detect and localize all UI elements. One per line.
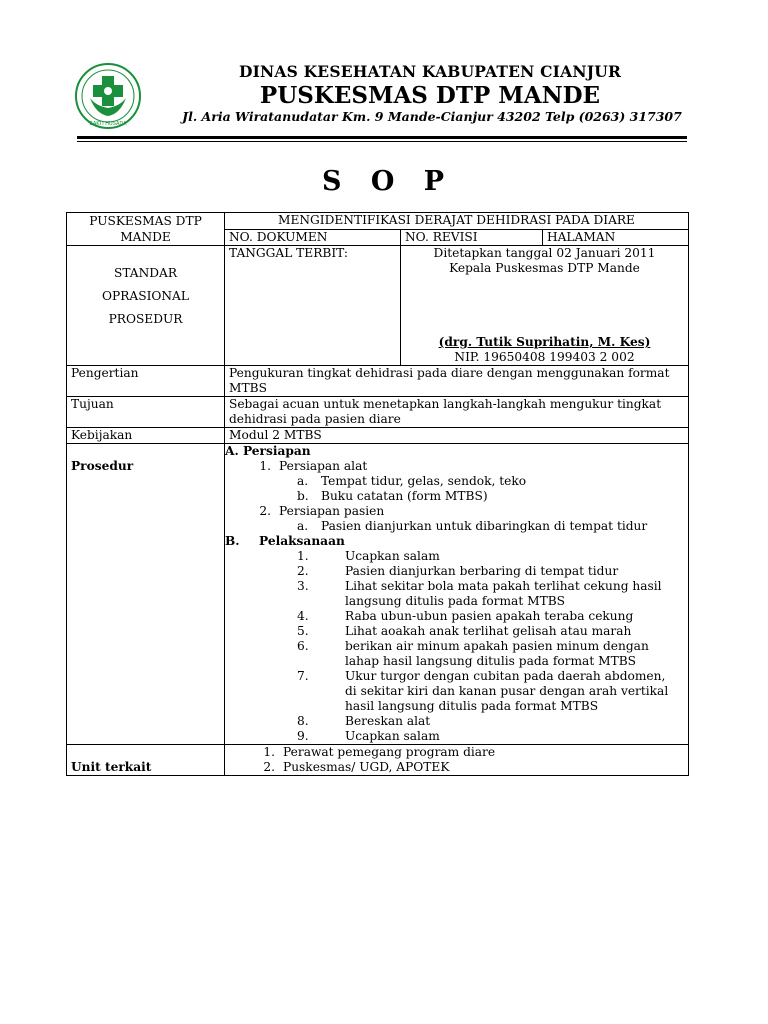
step-4: 4. Raba ubun-ubun pasien apakah teraba cekung bbox=[297, 609, 634, 623]
signer-nip: NIP. 19650408 199403 2 002 bbox=[454, 350, 635, 364]
unit-item-1: 1. Perawat pemegang program diare bbox=[263, 745, 496, 759]
standar-cell bbox=[67, 246, 225, 366]
unit-item-2: 2. Puskesmas/ UGD, APOTEK bbox=[263, 760, 450, 774]
pelaksanaan-heading: B. Pelaksanaan bbox=[225, 534, 345, 548]
header-rule-thin bbox=[77, 141, 687, 142]
pengertian-text: Pengukuran tingkat dehidrasi pada diare dengan menggunakan format MTBS bbox=[225, 366, 689, 397]
unit-terkait-label: Unit terkait bbox=[67, 745, 225, 776]
halaman: HALAMAN bbox=[543, 229, 689, 246]
step-2: 2. Pasien dianjurkan berbaring di tempat tidur bbox=[297, 564, 619, 578]
kebijakan-text: Modul 2 MTBS bbox=[225, 428, 689, 444]
agency-name: DINAS KESEHATAN KABUPATEN CIANJUR bbox=[238, 62, 622, 81]
signer-name: (drg. Tutik Suprihatin, M. Kes) bbox=[438, 335, 651, 349]
puskesmas-name: PUSKESMAS DTP MANDE bbox=[259, 82, 601, 109]
tujuan-label: Tujuan bbox=[67, 397, 225, 428]
tujuan-text: Sebagai acuan untuk menetapkan langkah-langkah mengukur tingkat dehidrasi pada pasien diare bbox=[225, 397, 689, 428]
org-cell bbox=[67, 213, 225, 246]
step-3: 3. Lihat sekitar bola mata pakah terlihat cekung hasil langsung ditulis pada format MTBS bbox=[297, 579, 662, 608]
address: Jl. Aria Wiratanudatar Km. 9 Mande-Cianjur 43202 Telp (0263) 317307 bbox=[182, 109, 682, 124]
persiapan-heading: A. Persiapan bbox=[225, 444, 311, 458]
kepala-title: Kepala Puskesmas DTP Mande bbox=[449, 261, 640, 275]
no-dokumen: NO. DOKUMEN bbox=[225, 229, 401, 246]
ditetapkan-date: Ditetapkan tanggal 02 Januari 2011 bbox=[433, 246, 656, 260]
step-1: 1. Ucapkan salam bbox=[297, 549, 440, 563]
header-rule-thick bbox=[77, 136, 687, 139]
tanggal-terbit: TANGGAL TERBIT: bbox=[225, 246, 401, 366]
org-name: PUSKESMAS DTP MANDE bbox=[89, 214, 202, 244]
step-7: 7. Ukur turgor dengan cubitan pada daerah abdomen, di sekitar kiri dan kanan pusar dengan arah vertikal hasil langsung ditulis pada format MTBS bbox=[297, 669, 669, 713]
no-revisi: NO. REVISI bbox=[401, 229, 543, 246]
ditetapkan-cell bbox=[401, 246, 689, 366]
svg-text:BAKTI HUSADA: BAKTI HUSADA bbox=[89, 121, 127, 127]
step-9: 9. Ucapkan salam bbox=[297, 729, 440, 743]
prosedur-label: Prosedur bbox=[67, 444, 225, 745]
sop-title: S O P bbox=[321, 166, 455, 197]
standar-line-1: STANDAR bbox=[113, 266, 178, 280]
doc-title: MENGIDENTIFIKASI DERAJAT DEHIDRASI PADA DIARE bbox=[225, 213, 689, 230]
step-6: 6. berikan air minum apakah pasien minum dengan lahap hasil langsung ditulis pada format MTBS bbox=[297, 639, 649, 668]
standar-line-3: PROSEDUR bbox=[108, 312, 183, 326]
persiapan-alat: 1. Persiapan alat bbox=[259, 459, 368, 473]
alat-item-b: b. Buku catatan (form MTBS) bbox=[297, 489, 488, 503]
pengertian-label: Pengertian bbox=[67, 366, 225, 397]
standar-line-2: OPRASIONAL bbox=[102, 289, 189, 303]
unit-terkait-content bbox=[225, 745, 689, 776]
sop-table bbox=[66, 212, 689, 776]
alat-item-a: a. Tempat tidur, gelas, sendok, teko bbox=[297, 474, 527, 488]
persiapan-pasien: 2. Persiapan pasien bbox=[259, 504, 385, 518]
step-5: 5. Lihat aoakah anak terlihat gelisah atau marah bbox=[297, 624, 632, 638]
step-8: 8. Bereskan alat bbox=[297, 714, 431, 728]
kebijakan-label: Kebijakan bbox=[67, 428, 225, 444]
prosedur-content bbox=[225, 444, 689, 745]
pasien-item-a: a. Pasien dianjurkan untuk dibaringkan di tempat tidur bbox=[297, 519, 648, 533]
